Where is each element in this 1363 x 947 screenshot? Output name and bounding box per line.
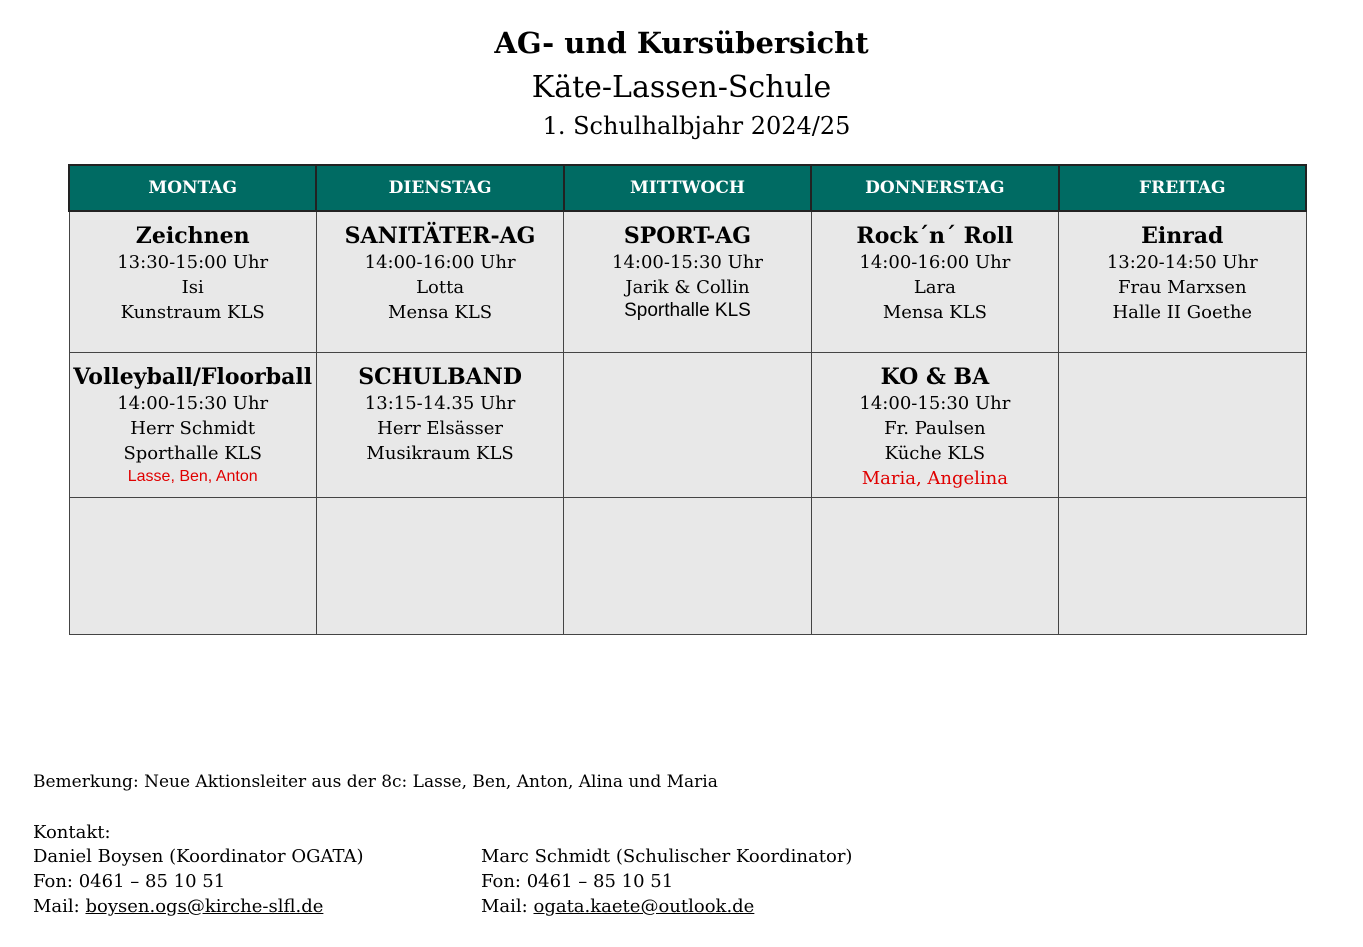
contact-phone-line <box>481 869 852 894</box>
phone-label: Fon: <box>33 871 73 892</box>
course-leader: Isi <box>181 277 204 298</box>
contact-mail-line <box>481 894 852 919</box>
course-note: Maria, Angelina <box>861 468 1009 489</box>
course-name: Rock´n´ Roll <box>856 223 1014 249</box>
course-name: KO & BA <box>880 364 990 390</box>
course-note: Lasse, Ben, Anton <box>127 468 258 485</box>
course-room: Küche KLS <box>884 443 986 464</box>
course-cell <box>811 211 1058 353</box>
course-cell <box>69 211 316 353</box>
contact-email-link[interactable]: boysen.ogs@kirche-slfl.de <box>85 896 324 917</box>
course-time: 14:00-15:30 Uhr <box>859 393 1011 414</box>
mail-label: Mail: <box>481 896 528 917</box>
day-header-tuesday: DIENSTAG <box>316 165 563 211</box>
course-name: Einrad <box>1141 223 1224 249</box>
course-time: 13:15-14.35 Uhr <box>364 393 516 414</box>
course-leader: Lara <box>913 277 956 298</box>
table-row <box>69 353 1306 498</box>
contact-phone-line <box>33 869 364 894</box>
course-time: 14:00-15:30 Uhr <box>117 393 269 414</box>
remark-text: Bemerkung: Neue Aktionsleiter aus der 8c: Lasse, Ben, Anton, Alina und Maria <box>33 772 718 792</box>
day-header-monday: MONTAG <box>69 165 316 211</box>
course-leader: Herr Schmidt <box>130 418 256 439</box>
course-room: Kunstraum KLS <box>120 302 265 323</box>
course-room: Sporthalle KLS <box>624 300 751 321</box>
empty-cell <box>316 498 563 635</box>
empty-cell <box>1059 353 1306 498</box>
course-leader: Jarik & Collin <box>625 277 750 298</box>
course-leader: Fr. Paulsen <box>884 418 986 439</box>
empty-cell <box>69 498 316 635</box>
contact-heading: Kontakt: <box>33 822 111 843</box>
course-cell <box>69 353 316 498</box>
course-room: Musikraum KLS <box>366 443 514 464</box>
contact-email-link[interactable]: ogata.kaete@outlook.de <box>533 896 755 917</box>
contact-block-schmidt <box>481 844 852 919</box>
course-name: SANITÄTER-AG <box>344 223 536 249</box>
term-label: 1. Schulhalbjahr 2024/25 <box>542 112 851 140</box>
course-time: 14:00-16:00 Uhr <box>364 252 516 273</box>
course-time: 14:00-16:00 Uhr <box>859 252 1011 273</box>
course-schedule-table <box>68 164 1307 635</box>
course-name: Volleyball/Floorball <box>73 364 313 390</box>
weekday-header-row <box>69 165 1306 211</box>
table-row <box>69 211 1306 353</box>
course-cell <box>811 353 1058 498</box>
contact-name: Marc Schmidt (Schulischer Koordinator) <box>481 846 853 867</box>
mail-label: Mail: <box>33 896 80 917</box>
course-name: Zeichnen <box>135 223 250 249</box>
course-time: 14:00-15:30 Uhr <box>612 252 763 273</box>
course-time: 13:30-15:00 Uhr <box>117 252 269 273</box>
empty-cell <box>811 498 1058 635</box>
day-header-wednesday: MITTWOCH <box>564 165 811 211</box>
contact-phone: 0461 – 85 10 51 <box>78 871 226 892</box>
table-row <box>69 498 1306 635</box>
course-room: Mensa KLS <box>882 302 987 323</box>
contact-block-boysen <box>33 844 364 919</box>
course-leader: Frau Marxsen <box>1118 277 1247 298</box>
day-header-friday: FREITAG <box>1059 165 1306 211</box>
course-cell <box>316 211 563 353</box>
contact-phone: 0461 – 85 10 51 <box>526 871 674 892</box>
course-cell <box>564 211 811 353</box>
course-room: Halle II Goethe <box>1112 302 1253 323</box>
course-leader: Herr Elsässer <box>377 418 504 439</box>
contact-mail-line <box>33 894 364 919</box>
course-name: SPORT-AG <box>623 223 752 249</box>
course-time: 13:20-14:50 Uhr <box>1106 252 1258 273</box>
course-cell <box>316 353 563 498</box>
contact-name: Daniel Boysen (Koordinator OGATA) <box>33 846 364 867</box>
empty-cell <box>564 498 811 635</box>
course-cell <box>1059 211 1306 353</box>
page-title: AG- und Kursübersicht <box>494 26 869 60</box>
course-name: SCHULBAND <box>358 364 522 390</box>
course-leader: Lotta <box>416 277 465 298</box>
phone-label: Fon: <box>481 871 521 892</box>
course-room: Sporthalle KLS <box>123 443 262 464</box>
course-room: Mensa KLS <box>388 302 493 323</box>
empty-cell <box>564 353 811 498</box>
school-name: Käte-Lassen-Schule <box>531 70 832 105</box>
empty-cell <box>1059 498 1306 635</box>
day-header-thursday: DONNERSTAG <box>811 165 1058 211</box>
